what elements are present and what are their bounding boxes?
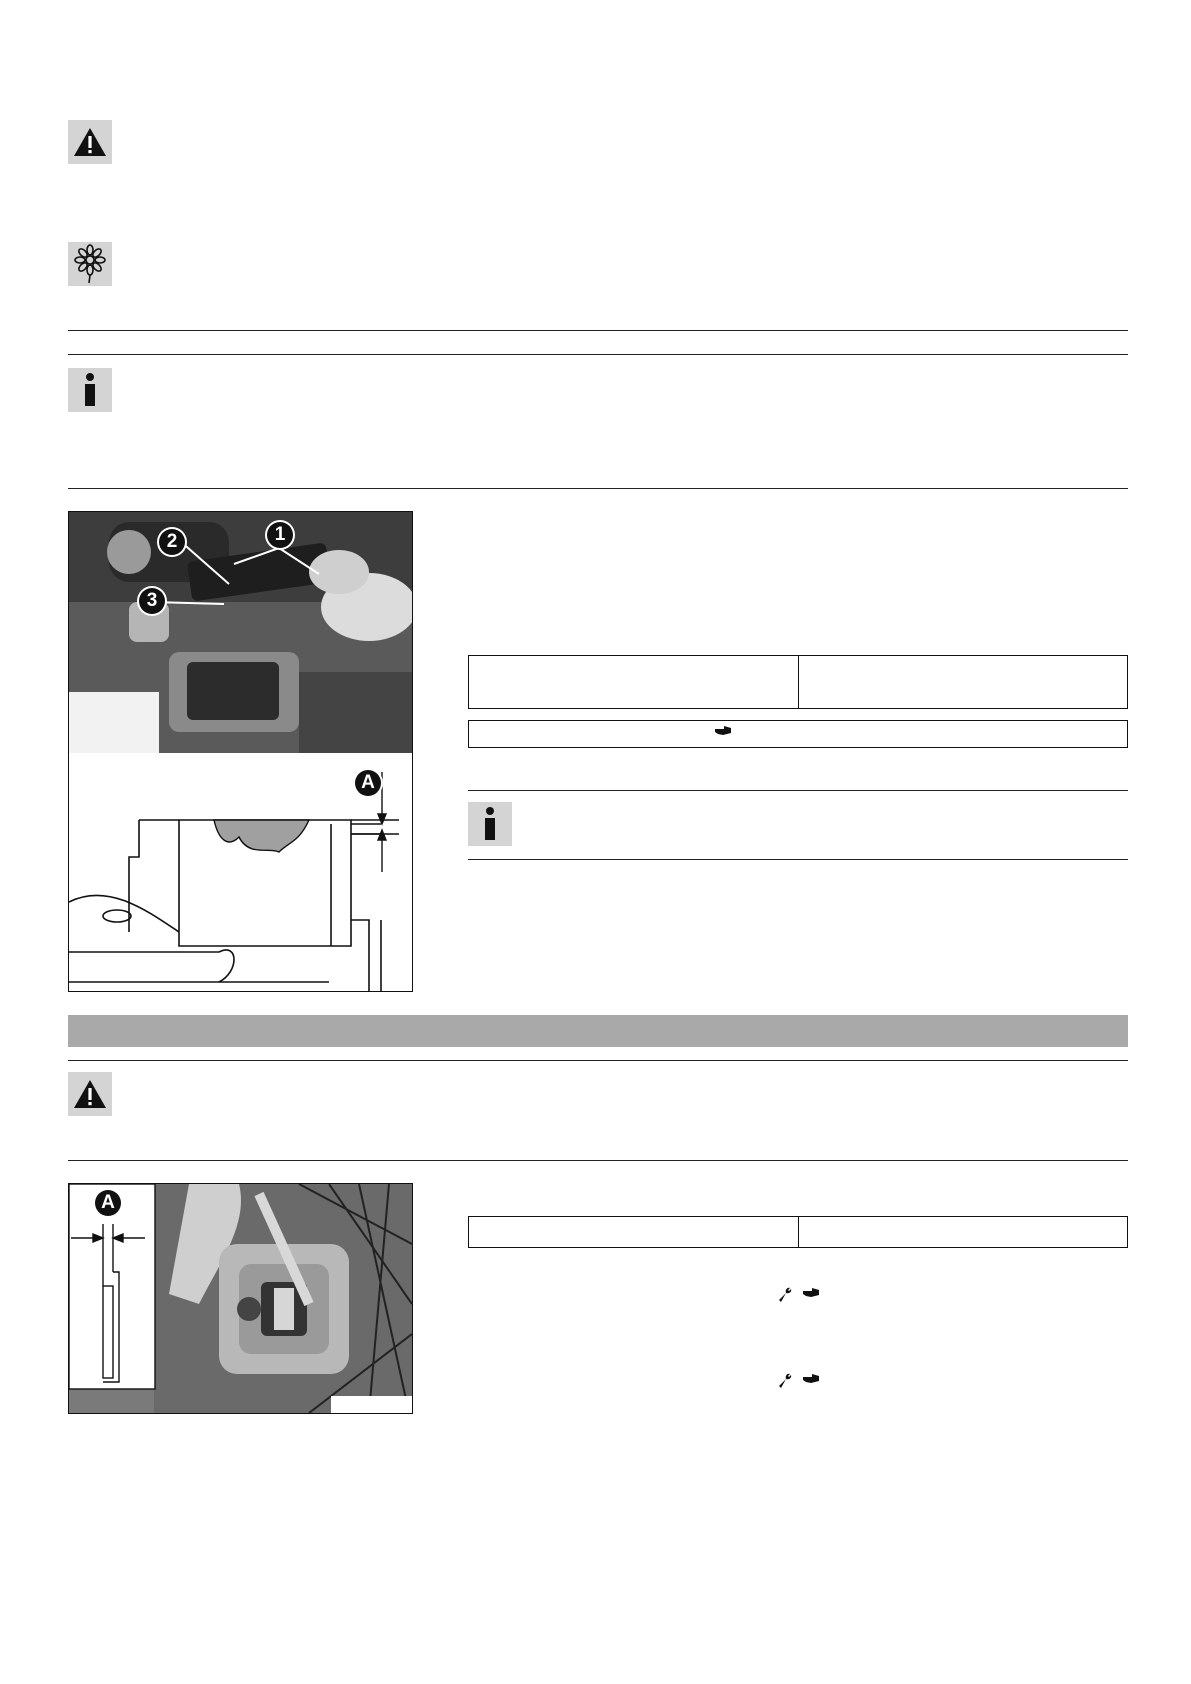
divider <box>68 1160 1128 1161</box>
section-header-bar <box>68 1015 1128 1047</box>
callout-3: 3 <box>139 588 165 614</box>
divider <box>468 859 1128 860</box>
wrench-icon <box>777 1286 793 1302</box>
dimension-label-a: A <box>355 770 381 796</box>
pointing-hand-icon <box>714 724 732 736</box>
pointing-hand-icon <box>802 1372 820 1384</box>
spec-table-cell <box>798 656 1128 708</box>
spec-table <box>468 655 1128 709</box>
divider <box>68 354 1128 355</box>
brake-reservoir-figure <box>68 511 413 992</box>
info-icon <box>468 802 512 846</box>
callout-1: 1 <box>267 522 293 548</box>
spec-table <box>468 1216 1128 1248</box>
pointing-hand-icon <box>802 1286 820 1298</box>
divider <box>468 790 1128 791</box>
warning-triangle-icon <box>68 1072 112 1116</box>
divider <box>68 330 1128 331</box>
brake-pad-figure <box>68 1183 413 1414</box>
divider <box>68 488 1128 489</box>
flower-icon <box>68 242 112 286</box>
reference-box <box>468 720 1128 748</box>
divider <box>68 1060 1128 1061</box>
spec-table-cell <box>469 656 798 708</box>
wrench-icon <box>777 1372 793 1388</box>
spec-table-cell <box>469 1217 798 1247</box>
spec-table-cell <box>798 1217 1128 1247</box>
callout-2: 2 <box>159 529 185 555</box>
dimension-label-a: A <box>95 1190 121 1216</box>
warning-triangle-icon <box>68 120 112 164</box>
info-icon <box>68 368 112 412</box>
